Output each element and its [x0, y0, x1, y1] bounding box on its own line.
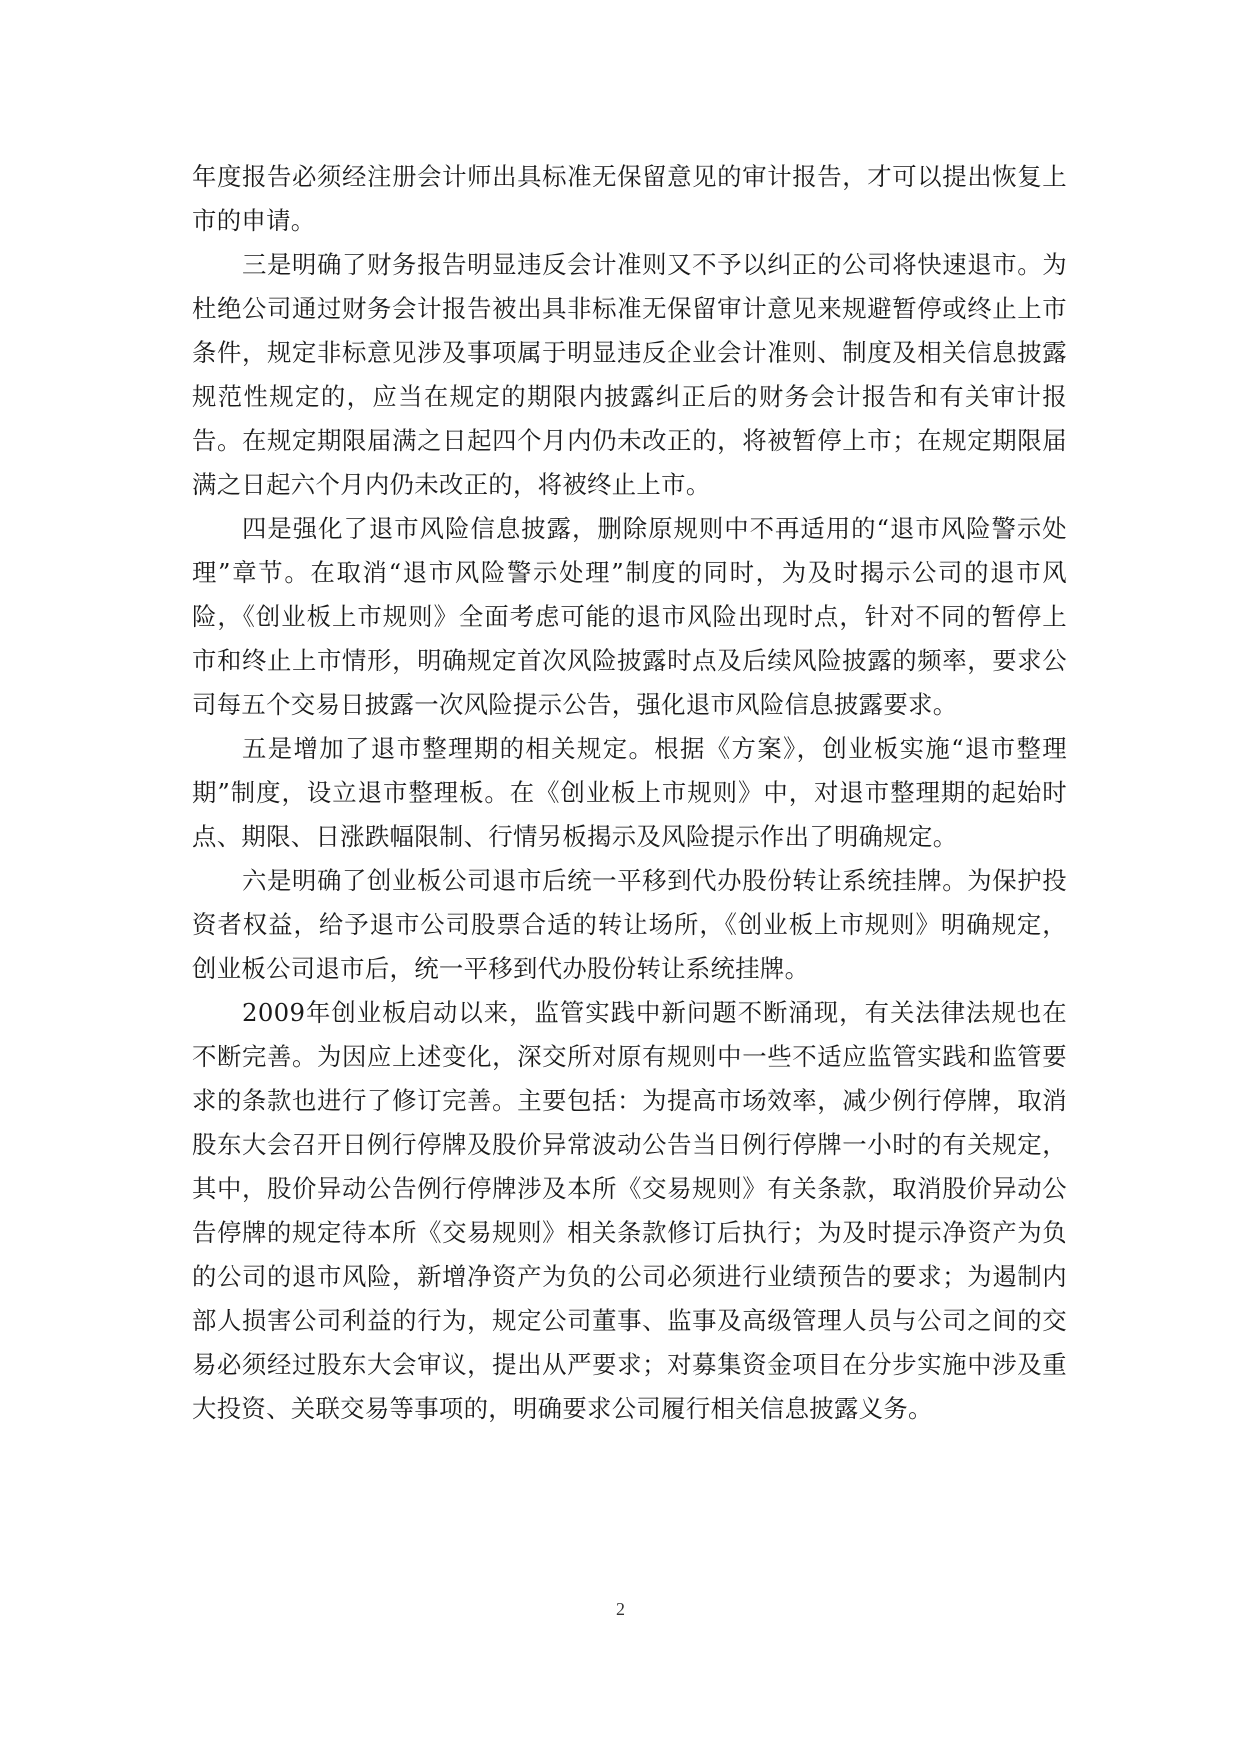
page-number: 2	[616, 1599, 625, 1619]
body-text	[192, 155, 1067, 1431]
paragraph-item-six: 六是明确了创业板公司退市后统一平移到代办股份转让系统挂牌。为保护投资者权益，给予退市公司股票合适的转让场所，《创业板上市规则》明确规定，创业板公司退市后，统一平移到代办股份转让系统挂牌。	[192, 866, 1067, 983]
paragraph-item-three: 三是明确了财务报告明显违反会计准则又不予以纠正的公司将快速退市。为杜绝公司通过财务会计报告被出具非标准无保留审计意见来规避暂停或终止上市条件，规定非标意见涉及事项属于明显违反企业会计准则、制度及相关信息披露规范性规定的，应当在规定的期限内披露纠正后的财务会计报告和有关审计报告。在规定期限届满之日起四个月内仍未改正的，将被暂停上市；在规定期限届满之日起六个月内仍未改正的，将被终止上市。	[192, 250, 1067, 499]
paragraph-item-four: 四是强化了退市风险信息披露，删除原规则中不再适用的“退市风险警示处理”章节。在取消“退市风险警示处理”制度的同时，为及时揭示公司的退市风险，《创业板上市规则》全面考虑可能的退市风险出现时点，针对不同的暂停上市和终止上市情形，明确规定首次风险披露时点及后续风险披露的频率，要求公司每五个交易日披露一次风险提示公告，强化退市风险信息披露要求。	[192, 514, 1067, 719]
paragraph-item-five: 五是增加了退市整理期的相关规定。根据《方案》，创业板实施“退市整理期”制度，设立退市整理板。在《创业板上市规则》中，对退市整理期的起始时点、期限、日涨跌幅限制、行情另板揭示及风险提示作出了明确规定。	[192, 734, 1067, 851]
paragraph-other-revisions: 2009年创业板启动以来，监管实践中新问题不断涌现，有关法律法规也在不断完善。为因应上述变化，深交所对原有规则中一些不适应监管实践和监管要求的条款也进行了修订完善。主要包括：为提高市场效率，减少例行停牌，取消股东大会召开日例行停牌及股价异常波动公告当日例行停牌一小时的有关规定，其中，股价异动公告例行停牌涉及本所《交易规则》有关条款，取消股价异动公告停牌的规定待本所《交易规则》相关条款修订后执行；为及时提示净资产为负的公司的退市风险，新增净资产为负的公司必须进行业绩预告的要求；为遏制内部人损害公司利益的行为，规定公司董事、监事及高级管理人员与公司之间的交易必须经过股东大会审议，提出从严要求；对募集资金项目在分步实施中涉及重大投资、关联交易等事项的，明确要求公司履行相关信息披露义务。	[192, 998, 1067, 1423]
paragraph-continuation: 年度报告必须经注册会计师出具标准无保留意见的审计报告，才可以提出恢复上市的申请。	[192, 162, 1067, 235]
